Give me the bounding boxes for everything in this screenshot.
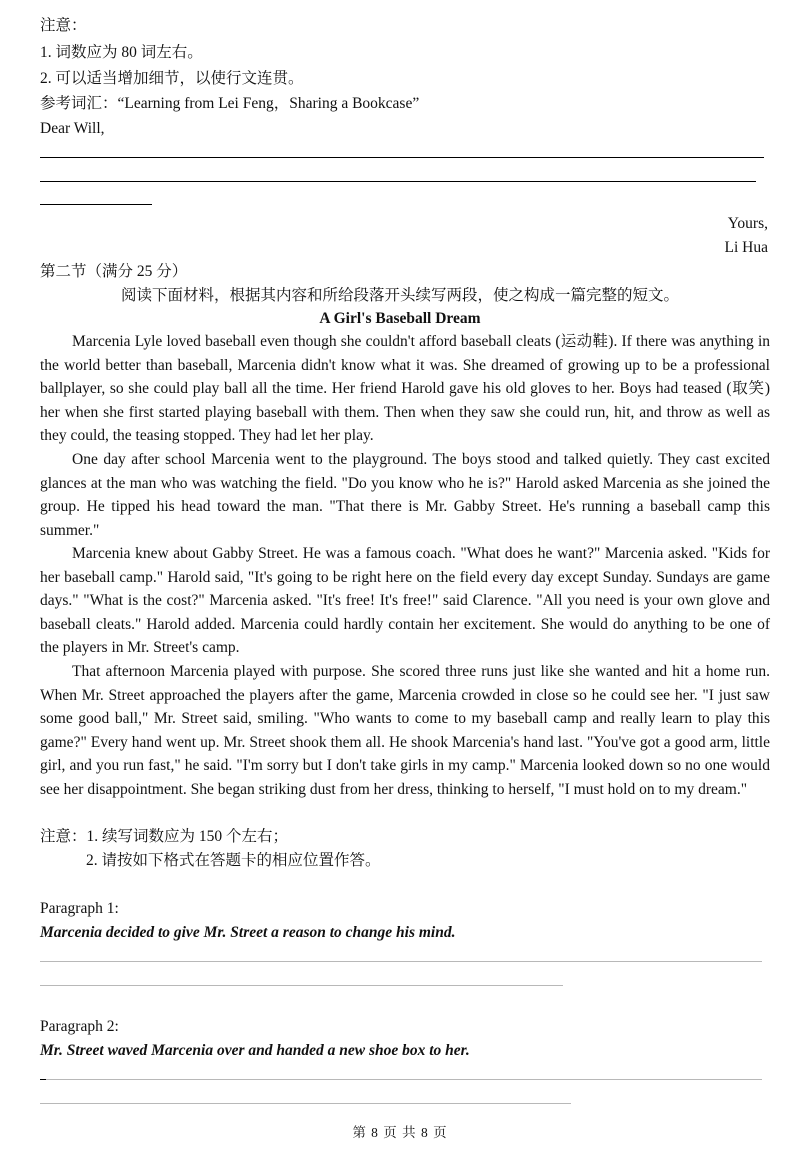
story-paragraph: Marcenia Lyle loved baseball even though she couldn't afford baseball cleats (运动鞋). If there was anything in the world better than baseball, Marcenia didn't know what it was. She dreamed of growing up to be a professional ballplayer, so she could play ball all the time. Her friend Harold gave his old gloves to her. Boys had teased (取笑) her when she first started playing baseball with them. Then when they saw she could run, hit, and throw as well as they could, the teasing stopped. They had let her play. [40,333,770,444]
section-instruction: 阅读下面材料，根据其内容和所给段落开头续写两段，使之构成一篇完整的短文。 [120,287,679,304]
letter-greeting: Dear Will, [40,120,105,137]
answer-line [46,1079,762,1080]
answer-line [40,961,762,962]
answer-line [40,1103,571,1104]
notes-item-1: 1. 词数应为 80 词左右。 [40,44,203,61]
paragraph-2-opening: Mr. Street waved Marcenia over and handed a new shoe box to her. [40,1042,470,1059]
letter-signature: Li Hua [724,239,768,256]
story-paragraph: Marcenia knew about Gabby Street. He was a famous coach. "What does he want?" Marcenia asked. "Kids for her baseball camp." Harold said, "It's going to be right here on the field every day except Sunday. Sundays are game days." "What is the cost?" Marcenia asked. "It's free! It's free!" said Clarence. "All you need is your own glove and baseball cleats." Harold added. Marcenia could hardly contain her excitement. She would do anything to be one of the players in Mr. Street's camp. [40,545,770,656]
answer-line [40,157,764,158]
story-title: A Girl's Baseball Dream [319,310,481,327]
page-footer: 第 8 页 共 8 页 [352,1125,448,1140]
answer-line [40,204,152,205]
section-heading: 第二节（满分 25 分） [40,263,188,280]
answer-line [40,985,563,986]
letter-closing: Yours, [727,215,768,232]
paragraph-2-label: Paragraph 2: [40,1018,119,1035]
writing-notes-1: 注意：1. 续写词数应为 150 个左右； [40,828,289,845]
paragraph-1-label: Paragraph 1: [40,900,119,917]
story-paragraph: One day after school Marcenia went to the playground. The boys stood and talked quietly. They cast excited glances at the man who was watching the field. "Do you know who he is?" Harold asked Marcenia as she joined the group. He tipped his head toward the man. "That there is Mr. Gabby Street. He's running a baseball camp this summer." [40,451,770,539]
paragraph-1-opening: Marcenia decided to give Mr. Street a reason to change his mind. [40,924,456,941]
notes-item-2: 2. 可以适当增加细节，以使行文连贯。 [40,70,304,87]
writing-notes-2: 2. 请按如下格式在答题卡的相应位置作答。 [86,852,381,869]
reference-vocab: 参考词汇：“Learning from Lei Feng，Sharing a Bookcase” [40,95,420,112]
notes-heading: 注意： [40,17,87,34]
story-paragraph: That afternoon Marcenia played with purpose. She scored three runs just like she wanted and hit a home run. When Mr. Street approached the players after the game, Marcenia crowded in close so he could see her. "I just saw some good ball," Mr. Street said, smiling. "Who wants to come to my baseball camp and really learn to play this game?" Every hand went up. Mr. Street shook them all. He shook Marcenia's hand last. "You've got a good arm, little girl, and you run fast," he said. "I'm sorry but I don't take girls in my camp." Marcenia looked down so no one would see her disappointment. She began striking dust from her dress, thinking to herself, "I must hold on to my dream." [40,663,770,798]
answer-line [40,181,756,182]
